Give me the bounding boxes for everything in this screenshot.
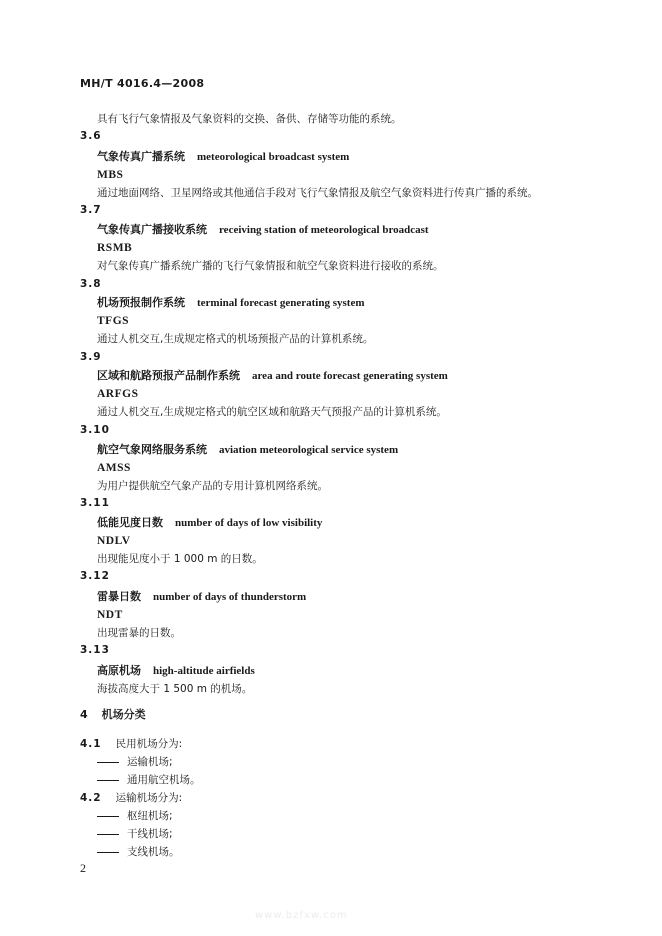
dash-marker <box>97 762 119 763</box>
term-number: 3.9 <box>80 351 102 363</box>
clause-text: 民用机场分为: <box>115 738 183 750</box>
clause-number: 4.1 <box>80 738 102 750</box>
list-item-text: 通用航空机场。 <box>127 774 201 786</box>
list-item <box>97 809 173 823</box>
term-heading <box>97 590 306 604</box>
term-english: terminal forecast generating system <box>197 297 365 309</box>
term-abbreviation: TFGS <box>97 315 130 327</box>
list-item-text: 运输机场; <box>127 756 173 768</box>
intro-definition: 具有飞行气象情报及气象资料的交换、备供、存储等功能的系统。 <box>97 113 402 125</box>
term-chinese: 气象传真广播系统 <box>97 150 185 163</box>
term-abbreviation: NDT <box>97 609 123 621</box>
term-english: meteorological broadcast system <box>197 151 350 163</box>
list-item <box>97 755 173 769</box>
term-english: receiving station of meteorological broadcast <box>219 224 429 236</box>
term-english: number of days of low visibility <box>175 517 323 529</box>
term-english: number of days of thunderstorm <box>153 591 307 603</box>
term-chinese: 航空气象网络服务系统 <box>97 443 207 456</box>
section-number: 4 <box>80 708 88 721</box>
clause-number: 4.2 <box>80 792 102 804</box>
term-chinese: 高原机场 <box>97 664 141 677</box>
term-heading <box>97 369 448 383</box>
section-title: 机场分类 <box>101 708 146 721</box>
term-abbreviation: RSMB <box>97 242 133 254</box>
term-number: 3.6 <box>80 130 102 142</box>
term-definition: 为用户提供航空气象产品的专用计算机网络系统。 <box>97 480 328 492</box>
term-definition: 通过人机交互,生成规定格式的机场预报产品的计算机系统。 <box>97 333 374 345</box>
list-item <box>97 773 201 787</box>
list-item <box>97 845 180 859</box>
term-heading <box>97 223 429 237</box>
term-english: aviation meteorological service system <box>219 444 399 456</box>
term-chinese: 区域和航路预报产品制作系统 <box>97 369 240 382</box>
term-abbreviation: ARFGS <box>97 388 139 400</box>
term-definition: 通过人机交互,生成规定格式的航空区域和航路天气预报产品的计算机系统。 <box>97 406 447 418</box>
term-heading <box>97 150 349 164</box>
term-chinese: 雷暴日数 <box>97 590 141 603</box>
section-heading <box>80 708 146 722</box>
term-number: 3.12 <box>80 570 110 582</box>
term-abbreviation: AMSS <box>97 462 131 474</box>
list-item-text: 支线机场。 <box>127 846 180 858</box>
term-number: 3.10 <box>80 424 110 436</box>
term-chinese: 低能见度日数 <box>97 516 163 529</box>
term-abbreviation: NDLV <box>97 535 131 547</box>
term-definition: 出现雷暴的日数。 <box>97 627 181 639</box>
page-number: 2 <box>80 861 86 875</box>
term-number: 3.8 <box>80 278 102 290</box>
term-number: 3.11 <box>80 497 110 509</box>
term-number: 3.13 <box>80 644 110 656</box>
standard-code-header: MH/T 4016.4—2008 <box>80 77 205 90</box>
term-heading <box>97 296 365 310</box>
list-item-text: 干线机场; <box>127 828 173 840</box>
term-number: 3.7 <box>80 204 102 216</box>
term-heading <box>97 443 398 457</box>
term-definition: 出现能见度小于 1 000 m 的日数。 <box>97 553 263 565</box>
clause <box>80 737 182 751</box>
term-heading <box>97 516 322 530</box>
term-chinese: 机场预报制作系统 <box>97 296 185 309</box>
term-definition: 对气象传真广播系统广播的飞行气象情报和航空气象资料进行接收的系统。 <box>97 260 444 272</box>
term-english: area and route forecast generating system <box>252 370 448 382</box>
dash-marker <box>97 816 119 817</box>
list-item <box>97 827 173 841</box>
term-heading <box>97 664 255 678</box>
term-definition: 通过地面网络、卫星网络或其他通信手段对飞行气象情报及航空气象资料进行传真广播的系统。 <box>97 187 538 199</box>
term-definition: 海拔高度大于 1 500 m 的机场。 <box>97 683 253 695</box>
term-abbreviation: MBS <box>97 169 124 181</box>
list-item-text: 枢纽机场; <box>127 810 173 822</box>
watermark: www.bzfxw.com <box>255 910 348 921</box>
dash-marker <box>97 780 119 781</box>
clause <box>80 791 182 805</box>
dash-marker <box>97 852 119 853</box>
dash-marker <box>97 834 119 835</box>
clause-text: 运输机场分为: <box>115 792 183 804</box>
term-chinese: 气象传真广播接收系统 <box>97 223 207 236</box>
term-english: high-altitude airfields <box>153 665 255 677</box>
